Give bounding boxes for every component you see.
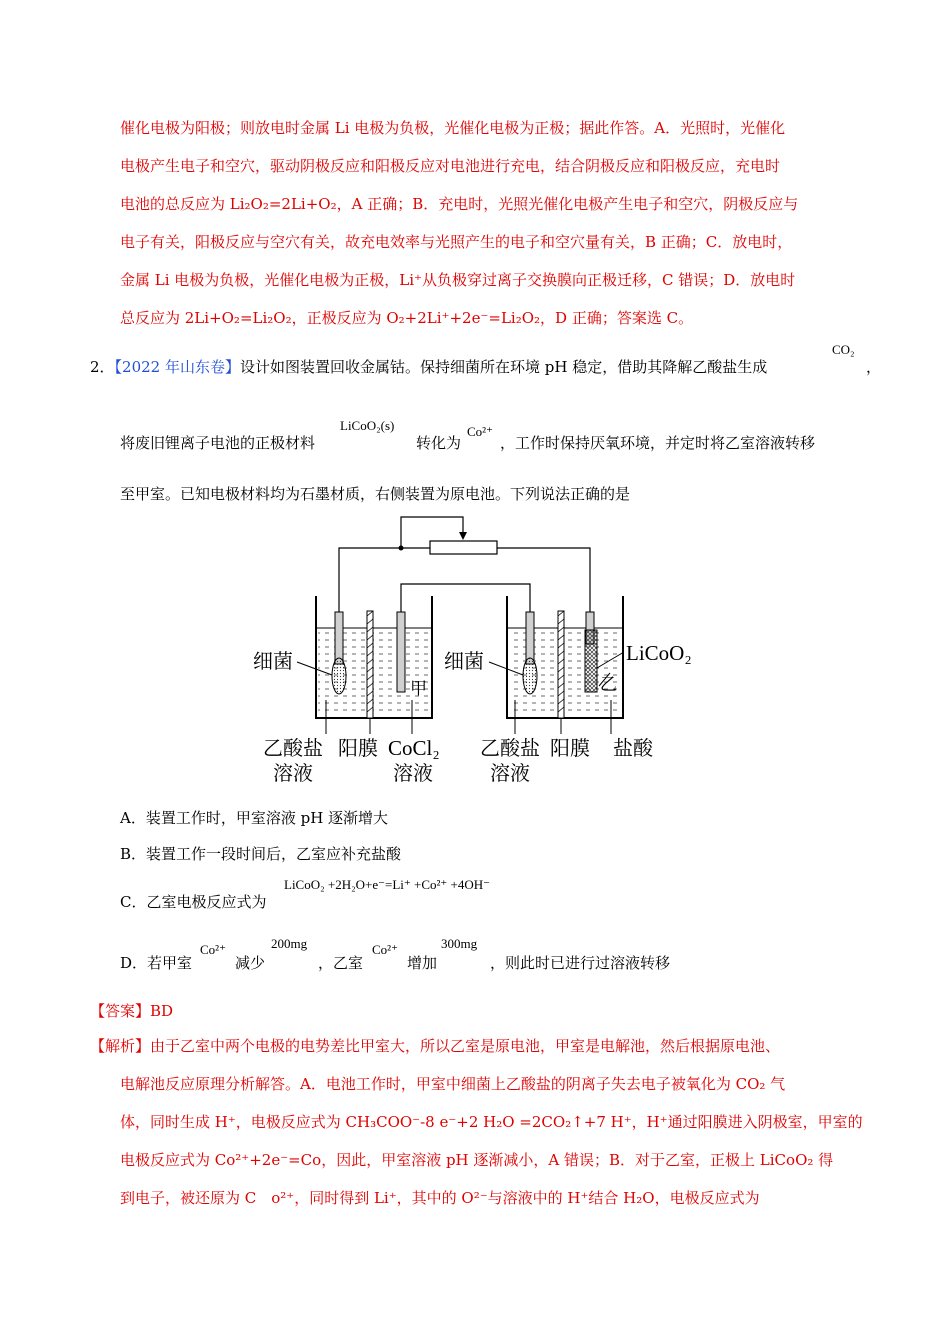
right-anode-electrode [526,612,534,664]
label-acetate-left-2: 溶液 [273,761,313,785]
question-stem-text-1: 设计如图装置回收金属钴。保持细菌所在环境 pH 稳定，借助其降解乙酸盐生成 [240,358,768,376]
question-number: 2． [90,358,115,376]
label-acetate-right-1: 乙酸盐 [480,736,540,760]
answer-value: BD [150,1002,174,1020]
prev-explanation-line-4: 电子有关，阳极反应与空穴有关，故充电效率与光照产生的电子和空穴量有关，B 正确；C．放电时， [120,233,793,251]
analysis-line-1: 【解析】由于乙室中两个电极的电势差比甲室大，所以乙室是原电池，甲室是电解池，然后根据原电池、 [90,1037,781,1055]
question-stem-text-3: 至甲室。已知电极材料均为石墨材质，右侧装置为原电池。下列说法正确的是 [120,485,631,503]
rheostat-slider-arrow [459,532,467,540]
answer-line [90,1001,173,1021]
formula-co2plus: Co²⁺ [467,424,493,439]
analysis-line-4: 电极反应式为 Co²⁺+2e⁻=Co，因此，甲室溶液 pH 逐渐减小，A 错误；B．对于乙室，正极上 LiCoO₂ 得 [120,1151,834,1169]
label-bacteria-left: 细菌 [253,649,293,673]
junction-node [399,546,404,551]
label-hcl: 盐酸 [613,736,653,760]
left-anode-electrode [335,612,343,664]
left-bacteria [332,658,346,694]
option-d-text-2: 减少 [235,954,266,972]
option-a: A．装置工作时，甲室溶液 pH 逐渐增大 [120,809,389,827]
option-b: B．装置工作一段时间后，乙室应补充盐酸 [120,845,402,863]
option-d-text-3: ，乙室 [318,954,364,972]
question-stem-text-2c: ，工作时保持厌氧环境，并定时将乙室溶液转移 [500,434,816,452]
label-yi: 乙 [600,675,617,695]
prev-explanation-line-5: 金属 Li 电极为负极，光催化电极为正极，Li⁺从负极穿过离子交换膜向正极迁移，C 错误；D．放电时 [120,271,796,289]
formula-co2: CO₂ [832,342,855,357]
prev-explanation-line-2: 电极产生电子和空穴，驱动阴极反应和阳极反应对电池进行充电，结合阴极反应和阳极反应，充电时 [120,157,781,175]
answer-label: 【答案】 [90,1002,151,1020]
question-source: 【2022 年山东卷】 [114,358,240,376]
label-cocl2-solution: 溶液 [393,761,433,785]
analysis-line-3: 体，同时生成 H⁺，电极反应式为 CH₃COO⁻-8 e⁻+2 H₂O =2CO₂↑+7 H⁺，H⁺通过阳膜进入阴极室，甲室的 [120,1113,863,1131]
label-bacteria-right: 细菌 [444,649,484,673]
analysis-label: 【解析】 [90,1037,151,1055]
licoo2-electrode [585,630,597,692]
option-d-text-5: ，则此时已进行过溶液转移 [490,954,671,972]
label-acetate-right-2: 溶液 [490,761,530,785]
option-d-text-1: D．若甲室 [120,954,193,972]
option-d-amount-2: 300mg [441,936,478,951]
option-d-co-2: Co²⁺ [372,942,398,957]
cathode-electrode-jia [397,612,405,692]
wire-left-to-rheostat [339,548,430,612]
formula-licoo2-s: LiCoO₂(s) [340,418,395,433]
option-d-amount-1: 200mg [271,936,308,951]
prev-explanation-line-1: 催化电极为阳极；则放电时金属 Li 电极为负极，光催化电极为正极；据此作答。A．光照时，光催化 [120,119,786,137]
analysis-line-2: 电解池反应原理分析解答。A．电池工作时，甲室中细菌上乙酸盐的阴离子失去电子被氧化为 CO₂ 气 [120,1075,786,1093]
option-d-text-4: 增加 [407,954,438,972]
label-jia: 甲 [410,679,427,699]
right-bacteria [523,658,537,694]
label-membrane-left: 阳膜 [338,736,378,760]
wire-rheostat-to-licoo2 [497,548,590,612]
label-acetate-left-1: 乙酸盐 [263,736,323,760]
option-c-text: C．乙室电极反应式为 [120,893,267,911]
rheostat [430,541,497,554]
label-licoo2: LiCoO₂ [626,641,692,665]
option-c-formula: LiCoO₂ +2H₂O+e⁻=Li⁺ +Co²⁺ +4OH⁻ [284,877,490,892]
label-cocl2: CoCl₂ [388,736,440,760]
stem-comma: ， [866,358,882,376]
prev-explanation-line-3: 电池的总反应为 Li₂O₂=2Li+O₂，A 正确；B．充电时，光照光催化电极产生电子和空穴，阴极反应与 [120,195,799,213]
analysis-line-5: 到电子，被还原为 C o²⁺，同时得到 Li⁺，其中的 O²⁻与溶液中的 H⁺结合 H₂O，电极反应式为 [120,1189,760,1207]
option-d-co-1: Co²⁺ [200,942,226,957]
question-stem-text-2b: 转化为 [416,434,462,452]
wire-cathode-to-right-anode [401,584,530,612]
prev-explanation-line-6: 总反应为 2Li+O₂=Li₂O₂，正极反应为 O₂+2Li⁺+2e⁻=Li₂O₂，D 正确；答案选 C。 [120,309,694,327]
question-stem-text-2a: 将废旧锂离子电池的正极材料 [120,434,316,452]
label-membrane-right: 阳膜 [550,736,590,760]
